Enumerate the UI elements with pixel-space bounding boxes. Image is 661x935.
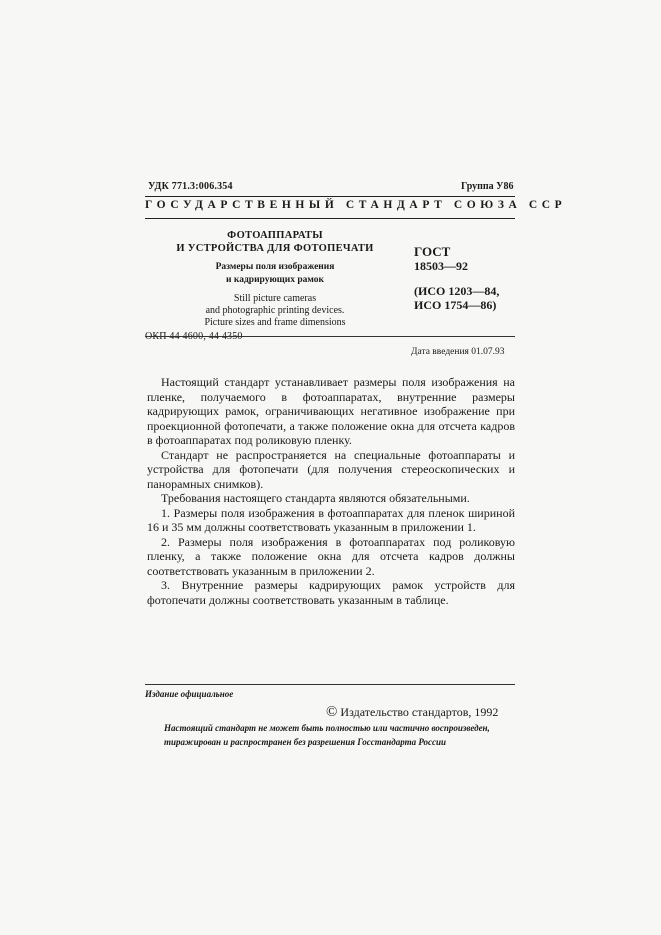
okp-code: ОКП 44 4600, 44 4350 <box>145 331 243 342</box>
title-line-2: И УСТРОЙСТВА ДЛЯ ФОТОПЕЧАТИ <box>176 243 374 254</box>
introduction-date: Дата введения 01.07.93 <box>411 347 505 357</box>
english-title-line-2: and photographic printing devices. <box>205 305 345 316</box>
footer-rule <box>145 684 515 685</box>
iso-reference-2: ИСО 1754—86) <box>414 298 497 312</box>
header-rule <box>145 196 515 197</box>
title-line-1: ФОТОАППАРАТЫ <box>227 230 323 241</box>
subtitle-line-2: и кадрирующих рамок <box>226 275 324 285</box>
gost-number: 18503—92 <box>414 259 468 273</box>
notice-line-2: тиражирован и распространен без разрешения Госстандарта России <box>164 737 447 747</box>
copyright-icon: © <box>326 704 338 720</box>
title-block <box>145 229 405 342</box>
english-title-line-3: Picture sizes and frame dimensions <box>204 317 346 328</box>
official-edition-label: Издание официальное <box>145 689 234 699</box>
state-standard-heading: ГОСУДАРСТВЕННЫЙ СТАНДАРТ СОЮЗА ССР <box>145 199 567 211</box>
udk-code: УДК 771.3:006.354 <box>148 181 233 192</box>
group-code: Группа У86 <box>461 181 514 192</box>
gost-label: ГОСТ <box>414 244 451 259</box>
paragraph-exclusions: Стандарт не распространяется на специальные фотоаппараты и устройства для фотопечати (для получения стереоскопических и панорамных снимков). <box>147 447 515 491</box>
paragraph-mandatory: Требования настоящего стандарта являются обязательными. <box>161 491 470 505</box>
subtitle-line-1: Размеры поля изображения <box>215 262 335 272</box>
body-text <box>147 375 515 607</box>
paragraph-clause-3: 3. Внутренние размеры кадрирующих рамок устройств для фотопечати должны соответствовать указанным в таблице. <box>147 578 515 607</box>
iso-reference-1: (ИСО 1203—84, <box>414 284 500 298</box>
date-rule <box>145 336 515 337</box>
reproduction-notice <box>164 721 524 749</box>
paragraph-clause-2: 2. Размеры поля изображения в фотоаппаратах под роликовую пленку, а также положение окна для отсчета кадров должны соответствовать указанным в приложении 2. <box>147 534 515 578</box>
copyright-text: Издательство стандартов, 1992 <box>340 705 499 719</box>
designation-block <box>414 245 514 312</box>
paragraph-clause-1: 1. Размеры поля изображения в фотоаппаратах для пленок шириной 16 и 35 мм должны соответствовать указанным в приложении 1. <box>147 505 515 534</box>
notice-line-1: Настоящий стандарт не может быть полностью или частично воспроизведен, <box>164 723 490 733</box>
copyright-line <box>326 704 498 721</box>
english-title-line-1: Still picture cameras <box>233 293 317 304</box>
paragraph-scope: Настоящий стандарт устанавливает размеры поля изображения на пленке, получаемого в фотоаппаратах, внутренние размеры кадрирующих рамок, ограничивающих негативное изображение при проекционной фотопечати, а также положение окна для отсчета кадров в фотоаппаратах под роликовую пленку. <box>147 375 515 447</box>
title-rule <box>145 218 515 219</box>
